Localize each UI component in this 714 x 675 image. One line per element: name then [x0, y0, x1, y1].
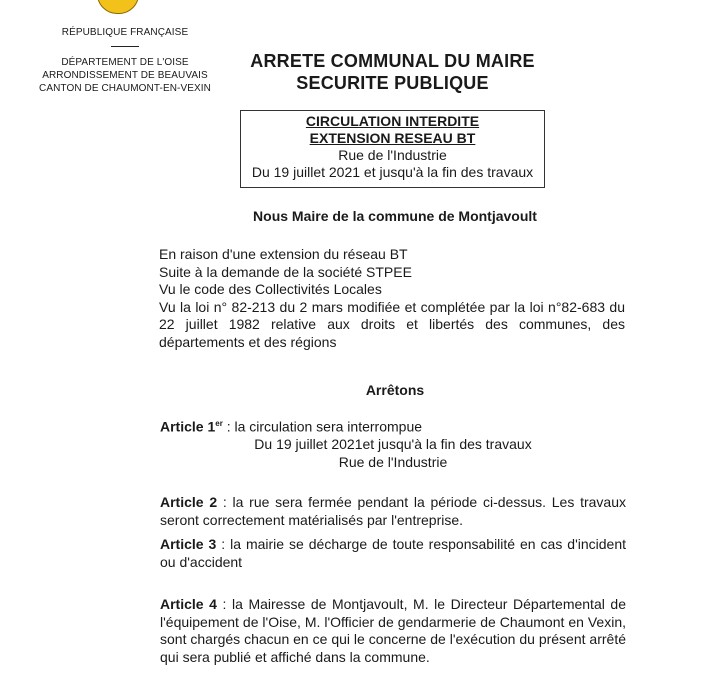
republic-label: RÉPUBLIQUE FRANÇAISE [61, 27, 189, 38]
consideration-item: En raison d'une extension du réseau BT [159, 246, 408, 262]
notice-line-4: Du 19 juillet 2021 et jusqu'à la fin des travaux [251, 164, 534, 180]
article-1-sup: er [215, 419, 223, 428]
article-1-label: Article 1 [160, 418, 216, 435]
article-3-text: : la mairie se décharge de toute responsabilité en cas d'incident ou d'accident [160, 536, 626, 570]
notice-line-2: EXTENSION RESEAU BT [309, 130, 476, 146]
article-1 [160, 415, 626, 471]
consideration-item: Vu le code des Collectivités Locales [159, 281, 382, 297]
article-2-label: Article 2 [160, 494, 218, 510]
considerations-list [159, 246, 625, 351]
department-line: DÉPARTEMENT DE L'OISE [61, 57, 189, 68]
article-2-text: : la rue sera fermée pendant la période ci-dessus. Les travaux seront correctement matérialisés par l'entreprise. [160, 494, 627, 528]
notice-box [240, 110, 545, 188]
canton-line: CANTON DE CHAUMONT-EN-VEXIN [39, 83, 211, 94]
marianne-emblem-logo [97, 0, 139, 14]
article-3 [160, 536, 626, 571]
title-line-1: ARRETE COMMUNAL DU MAIRE [250, 51, 535, 71]
article-4-text: : la Mairesse de Montjavoult, M. le Directeur Départemental de l'équipement de l'Oise, M. l'Officier de gendarmerie de Chaumont en Vexin, sont chargés chacun en ce qui le concerne de l'exécution du présent arrêté qui sera publié et affiché dans la commune. [160, 596, 626, 665]
article-1-text: : la circulation sera interrompue [222, 418, 423, 435]
article-1-street: Rue de l'Industrie [338, 453, 448, 470]
article-3-label: Article 3 [160, 536, 217, 552]
consideration-item: Vu la loi n° 82-213 du 2 mars modifiée et complétée par la loi n°82-683 du 22 juillet 1982 relative aux droits et libertés des communes, des départements et des régions [159, 298, 625, 350]
document-title [240, 50, 545, 94]
article-4 [160, 596, 626, 666]
notice-line-3: Rue de l'Industrie [338, 147, 447, 163]
title-line-2: SECURITE PUBLIQUE [296, 73, 489, 93]
consideration-item: Suite à la demande de la société STPEE [159, 263, 412, 280]
article-1-period: Du 19 juillet 2021et jusqu'à la fin des travaux [254, 436, 532, 453]
header-divider [111, 46, 139, 47]
article-2 [160, 494, 626, 529]
issuer-header [10, 26, 240, 95]
article-4-label: Article 4 [160, 596, 217, 612]
arretons-heading: Arrêtons [365, 382, 425, 398]
arrondissement-line: ARRONDISSEMENT DE BEAUVAIS [42, 70, 208, 81]
notice-line-1: CIRCULATION INTERDITE [305, 113, 480, 129]
mayor-statement: Nous Maire de la commune de Montjavoult [253, 208, 537, 224]
